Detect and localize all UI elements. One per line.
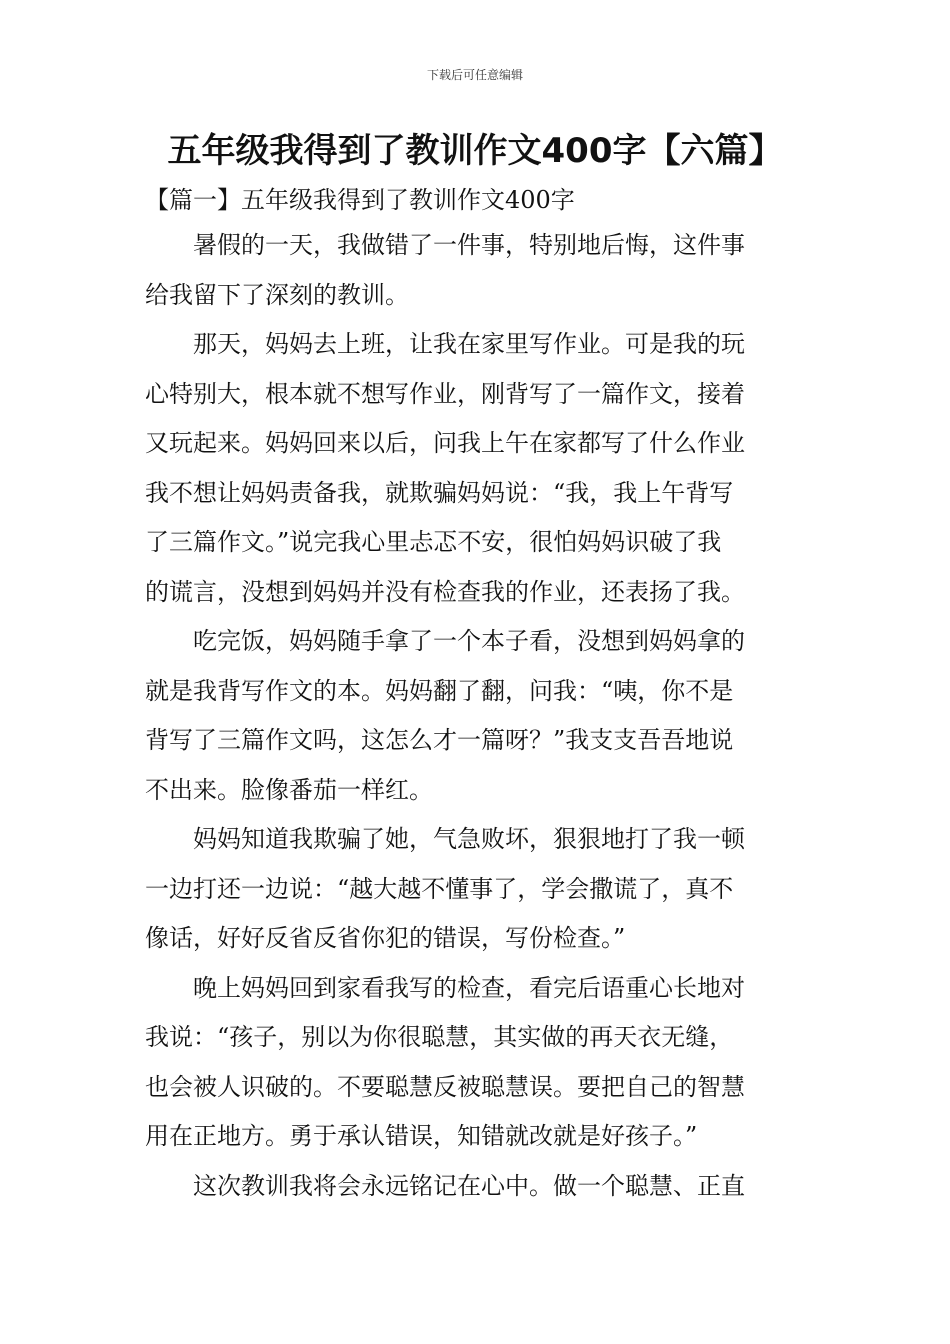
section-heading: 【篇一】五年级我得到了教训作文400字 bbox=[145, 186, 575, 214]
header-note: 下载后可任意编辑 bbox=[426, 68, 523, 82]
document-title: 五年级我得到了教训作文400字【六篇】 bbox=[167, 131, 783, 171]
paragraph: 吃完饭，妈妈随手拿了一个本子看，没想到妈妈拿的 就是我背写作文的本。妈妈翻了翻，问我：“咦，你不是 背写了三篇作文吗，这怎么才一篇呀？”我支支吾吾地说 不出来。脸像番茄一样红。 bbox=[145, 627, 745, 804]
document-body bbox=[145, 180, 807, 1211]
paragraph: 这次教训我将会永远铭记在心中。做一个聪慧、正直 bbox=[145, 1171, 745, 1200]
paragraph: 妈妈知道我欺骗了她，气急败坏，狠狠地打了我一顿 一边打还一边说：“越大越不懂事了，学会撒谎了，真不 像话，好好反省反省你犯的错误，写份检查。” bbox=[145, 825, 745, 952]
paragraph: 暑假的一天，我做错了一件事，特别地后悔，这件事 给我留下了深刻的教训。 bbox=[145, 231, 745, 309]
paragraph: 晚上妈妈回到家看我写的检查，看完后语重心长地对 我说：“孩子，别以为你很聪慧，其实做的再天衣无缝， 也会被人识破的。不要聪慧反被聪慧误。要把自己的智慧 用在正地方。勇于承认错误，知错就改就是好孩子。” bbox=[145, 973, 745, 1150]
paragraph: 那天，妈妈去上班，让我在家里写作业。可是我的玩 心特别大，根本就不想写作业，刚背写了一篇作文，接着 又玩起来。妈妈回来以后，问我上午在家都写了什么作业 我不想让妈妈责备我，就欺骗妈妈说：“我，我上午背写 了三篇作文。”说完我心里忐忑不安，很怕妈妈识破了我 的谎言，没想到妈妈并没有检查我的作业，还表扬了我。 bbox=[145, 330, 745, 606]
